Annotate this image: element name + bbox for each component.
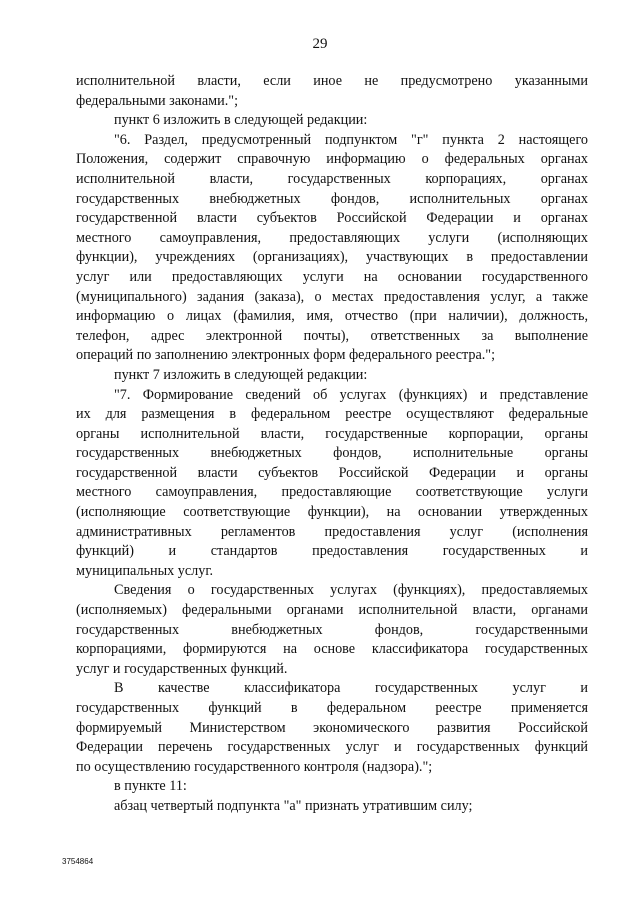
text-line: государственных внебюджетных фондов, исполнительные органы	[76, 445, 588, 462]
text-line: В качестве классификатора государственных услуг и	[114, 680, 588, 697]
text-line: исполнительной власти, если иное не предусмотрено указанными	[76, 73, 588, 89]
text-line: телефон, адрес электронной почты), ответственных за выполнение	[76, 327, 588, 344]
text-line: формируемый Министерством экономического развития Российской	[76, 719, 588, 736]
text-line: государственных функций в федеральном реестре применяется	[76, 700, 588, 716]
text-line: государственных внебюджетных фондов, государственными	[76, 621, 588, 638]
page-number: 29	[312, 36, 328, 52]
text-line: Сведения о государственных услугах (функциях), предоставляемых	[114, 582, 588, 599]
text-line: Положения, содержит справочную информацию о федеральных органах	[76, 151, 588, 168]
text-line: по осуществлению государственного контроля (надзора).";	[76, 758, 433, 775]
text-line: услуг или предоставляющих услуги на основании государственного	[76, 268, 588, 285]
text-line: функций) и стандартов предоставления государственных и	[76, 543, 588, 560]
text-line: функции), учреждениях (организациях), участвующих в предоставлении	[76, 249, 588, 266]
text-line: органы исполнительной власти, государственные корпорации, органы	[76, 425, 588, 442]
text-line: (исполняющие соответствующие функции), на основании утвержденных	[76, 504, 588, 521]
text-line: информацию о лицах (фамилия, имя, отчество (при наличии), должность,	[76, 308, 588, 325]
text-line: Федерации перечень государственных услуг и государственных функций	[76, 739, 588, 756]
text-line: местного самоуправления, предоставляющие соответствующие услуги	[76, 484, 588, 501]
text-line: корпорациями, формируются на основе классификатора государственных	[76, 641, 588, 658]
text-line: федеральными законами.";	[76, 92, 239, 109]
text-line: (исполняемых) федеральными органами исполнительной власти, органами	[76, 602, 588, 619]
text-line: муниципальных услуг.	[76, 562, 214, 579]
text-line: местного самоуправления, предоставляющих услуги (исполняющих	[76, 229, 588, 246]
text-line: операций по заполнению электронных форм федерального реестра.";	[76, 347, 496, 364]
text-line: (муниципального) задания (заказа), о местах предоставления услуг, а также	[76, 288, 588, 305]
document-code: 3754864	[62, 857, 94, 866]
text-line: государственных внебюджетных фондов, исполнительных органах	[76, 190, 588, 207]
text-line: услуг и государственных функций.	[76, 660, 288, 677]
document-body	[76, 72, 588, 817]
text-line: "7. Формирование сведений об услугах (функциях) и представление	[114, 386, 588, 403]
text-line: государственной власти субъектов Российской Федерации и органах	[76, 210, 588, 227]
text-line: "6. Раздел, предусмотренный подпунктом "г" пункта 2 настоящего	[114, 131, 588, 148]
text-line: пункт 7 изложить в следующей редакции:	[114, 366, 368, 383]
text-line: исполнительной власти, государственных корпорациях, органах	[76, 170, 588, 187]
text-line: в пункте 11:	[114, 778, 187, 795]
text-line: административных регламентов предоставления услуг (исполнения	[76, 523, 588, 540]
text-line: абзац четвертый подпункта "а" признать утратившим силу;	[114, 797, 473, 814]
text-line: государственной власти субъектов Российской Федерации и органы	[76, 464, 588, 481]
text-line: пункт 6 изложить в следующей редакции:	[114, 112, 368, 129]
text-line: их для размещения в федеральном реестре осуществляют федеральные	[76, 406, 588, 423]
